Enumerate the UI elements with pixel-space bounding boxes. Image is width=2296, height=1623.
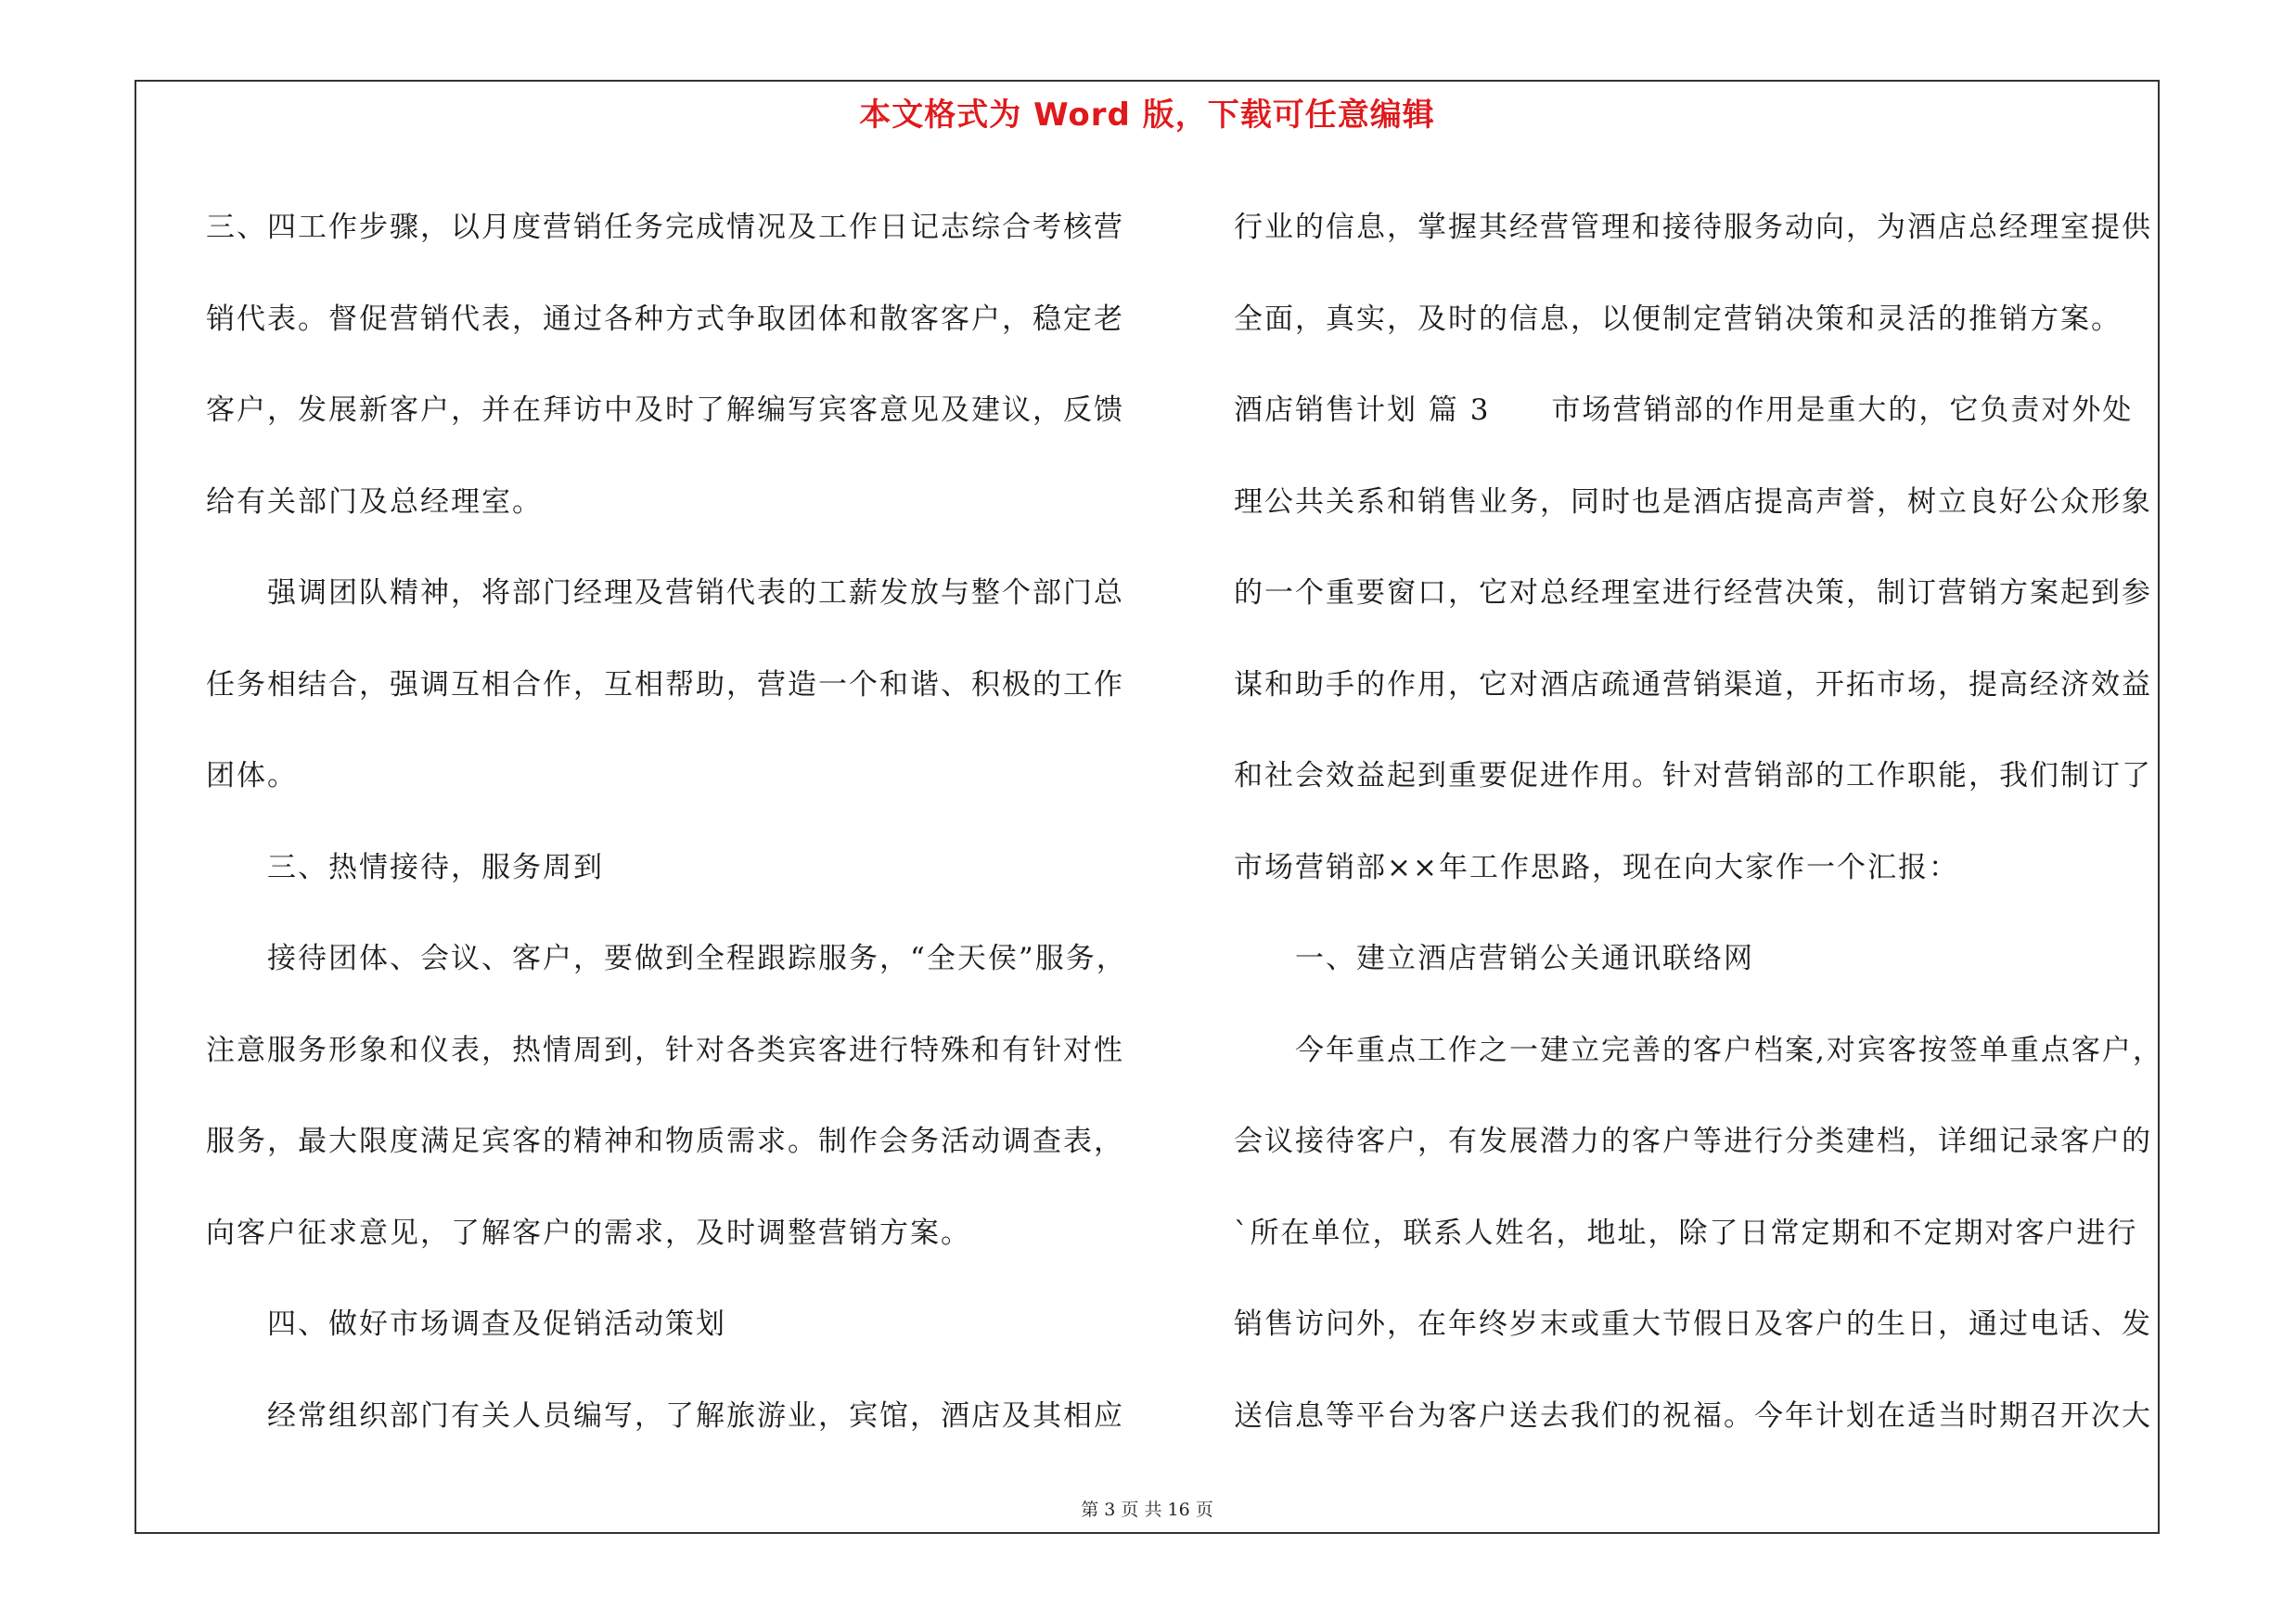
text-line: 销代表。督促营销代表，通过各种方式争取团体和散客客户，稳定老 — [206, 302, 1124, 336]
header-banner: 本文格式为 Word 版，下载可任意编辑 — [859, 97, 1435, 134]
paragraph-start-line: 经常组织部门有关人员编写，了解旅游业，宾馆，酒店及其相应 — [267, 1398, 1124, 1433]
text-line: 的一个重要窗口，它对总经理室进行经营决策，制订营销方案起到参 — [1234, 576, 2152, 610]
text-line: 会议接待客户，有发展潜力的客户等进行分类建档，详细记录客户的 — [1234, 1125, 2152, 1158]
text-line: 理公共关系和销售业务，同时也是酒店提高声誉，树立良好公众形象 — [1234, 484, 2152, 519]
right-text-column — [1234, 182, 2161, 1462]
page-number-footer: 第 3 页 共 16 页 — [1081, 1500, 1213, 1520]
section-heading: 三、热情接待，服务周到 — [267, 850, 604, 884]
paragraph-start-line: 今年重点工作之一建立完善的客户档案,对宾客按签单重点客户， — [1295, 1033, 2163, 1067]
paragraph-start-line: 强调团队精神，将部门经理及营销代表的工薪发放与整个部门总 — [267, 576, 1124, 610]
text-line: 团体。 — [206, 759, 298, 792]
text-line: `所在单位，联系人姓名，地址，除了日常定期和不定期对客户进行 — [1234, 1216, 2138, 1250]
text-line: 送信息等平台为客户送去我们的祝福。今年计划在适当时期召开次大 — [1234, 1398, 2152, 1433]
section-heading: 四、做好市场调查及促销活动策划 — [267, 1307, 726, 1341]
text-line: 任务相结合，强调互相合作，互相帮助，营造一个和谐、积极的工作 — [206, 667, 1124, 702]
text-line: 三、四工作步骤，以月度营销任务完成情况及工作日记志综合考核营 — [206, 211, 1124, 244]
left-text-column — [206, 182, 1143, 1462]
paragraph-start-line: 接待团体、会议、客户，要做到全程跟踪服务，“全天侯”服务， — [267, 942, 1127, 975]
text-line: 注意服务形象和仪表，热情周到，针对各类宾客进行特殊和有针对性 — [206, 1033, 1124, 1067]
text-line: 酒店销售计划 篇 3 市场营销部的作用是重大的，它负责对外处 — [1234, 393, 2134, 427]
text-line: 向客户征求意见，了解客户的需求，及时调整营销方案。 — [206, 1216, 971, 1250]
text-line: 客户，发展新客户，并在拜访中及时了解编写宾客意见及建议，反馈 — [206, 393, 1124, 427]
text-line: 和社会效益起到重要促进作用。针对营销部的工作职能，我们制订了 — [1234, 759, 2152, 792]
text-line: 销售访问外，在年终岁末或重大节假日及客户的生日，通过电话、发 — [1234, 1307, 2152, 1341]
section-heading: 一、建立酒店营销公关通讯联络网 — [1295, 942, 1754, 975]
text-line: 给有关部门及总经理室。 — [206, 484, 543, 519]
text-line: 行业的信息，掌握其经营管理和接待服务动向，为酒店总经理室提供 — [1234, 211, 2152, 244]
text-line: 谋和助手的作用，它对酒店疏通营销渠道，开拓市场，提高经济效益 — [1234, 667, 2152, 702]
text-line: 市场营销部××年工作思路，现在向大家作一个汇报： — [1234, 850, 1959, 884]
text-line: 服务，最大限度满足宾客的精神和物质需求。制作会务活动调查表， — [206, 1125, 1124, 1158]
text-line: 全面，真实，及时的信息，以便制定营销决策和灵活的推销方案。 — [1234, 302, 2122, 336]
